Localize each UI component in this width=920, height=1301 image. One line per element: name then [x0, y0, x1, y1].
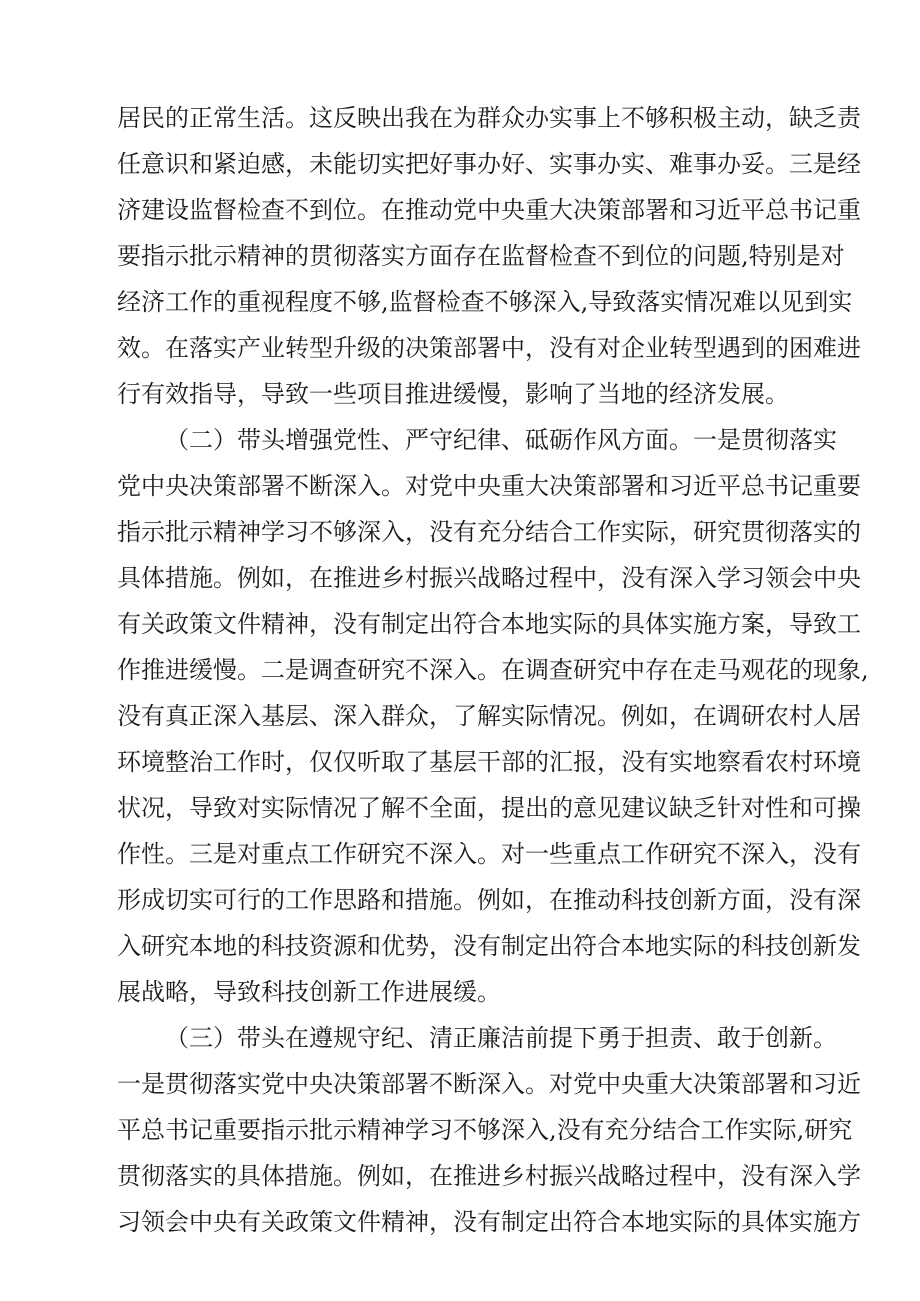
- text-line-13: 作推进缓慢。二是调查研究不深入。在调查研究中存在走马观花的现象,: [117, 656, 869, 684]
- text-line-17: 作性。三是对重点工作研究不深入。对一些重点工作研究不深入，没有: [117, 840, 861, 868]
- text-line-19: 入研究本地的科技资源和优势，没有制定出符合本地实际的科技创新发: [117, 932, 861, 960]
- text-line-12: 有关政策文件精神，没有制定出符合本地实际的具体实施方案，导致工: [117, 610, 861, 638]
- text-line-18: 形成切实可行的工作思路和措施。例如，在推动科技创新方面，没有深: [117, 886, 861, 914]
- section-heading-3: （三）带头在遵规守纪、清正廉洁前提下勇于担责、敢于创新。: [165, 1024, 837, 1052]
- text-line-11: 具体措施。例如，在推进乡村振兴战略过程中，没有深入学习领会中央: [117, 564, 861, 592]
- text-line-3: 济建设监督检查不到位。在推动党中央重大决策部署和习近平总书记重: [117, 196, 861, 224]
- text-line-14: 没有真正深入基层、深入群众，了解实际情况。例如，在调研农村人居: [117, 702, 861, 730]
- text-line-5: 经济工作的重视程度不够,监督检查不够深入,导致落实情况难以见到实: [117, 288, 853, 316]
- text-line-24: 贯彻落实的具体措施。例如，在推进乡村振兴战略过程中，没有深入学: [117, 1162, 861, 1190]
- section-heading-2: （二）带头增强党性、严守纪律、砥砺作风方面。一是贯彻落实: [165, 426, 837, 454]
- text-line-25: 习领会中央有关政策文件精神，没有制定出符合本地实际的具体实施方: [117, 1208, 861, 1236]
- text-line-7: 行有效指导，导致一些项目推进缓慢，影响了当地的经济发展。: [117, 380, 789, 408]
- text-line-10: 指示批示精神学习不够深入，没有充分结合工作实际，研究贯彻落实的: [117, 518, 861, 546]
- text-line-20: 展战略，导致科技创新工作进展缓。: [117, 978, 501, 1006]
- text-line-22: 一是贯彻落实党中央决策部署不断深入。对党中央重大决策部署和习近: [117, 1070, 861, 1098]
- text-line-15: 环境整治工作时，仅仅听取了基层干部的汇报，没有实地察看农村环境: [117, 748, 861, 776]
- text-line-4: 要指示批示精神的贯彻落实方面存在监督检查不到位的问题,特别是对: [117, 242, 845, 270]
- text-line-9: 党中央决策部署不断深入。对党中央重大决策部署和习近平总书记重要: [117, 472, 861, 500]
- text-line-2: 任意识和紧迫感，未能切实把好事办好、实事办实、难事办妥。三是经: [117, 150, 861, 178]
- text-line-23: 平总书记重要指示批示精神学习不够深入,没有充分结合工作实际,研究: [117, 1116, 853, 1144]
- text-line-1: 居民的正常生活。这反映出我在为群众办实事上不够积极主动，缺乏责: [117, 104, 861, 132]
- text-line-16: 状况，导致对实际情况了解不全面，提出的意见建议缺乏针对性和可操: [117, 794, 861, 822]
- text-line-6: 效。在落实产业转型升级的决策部署中，没有对企业转型遇到的困难进: [117, 334, 861, 362]
